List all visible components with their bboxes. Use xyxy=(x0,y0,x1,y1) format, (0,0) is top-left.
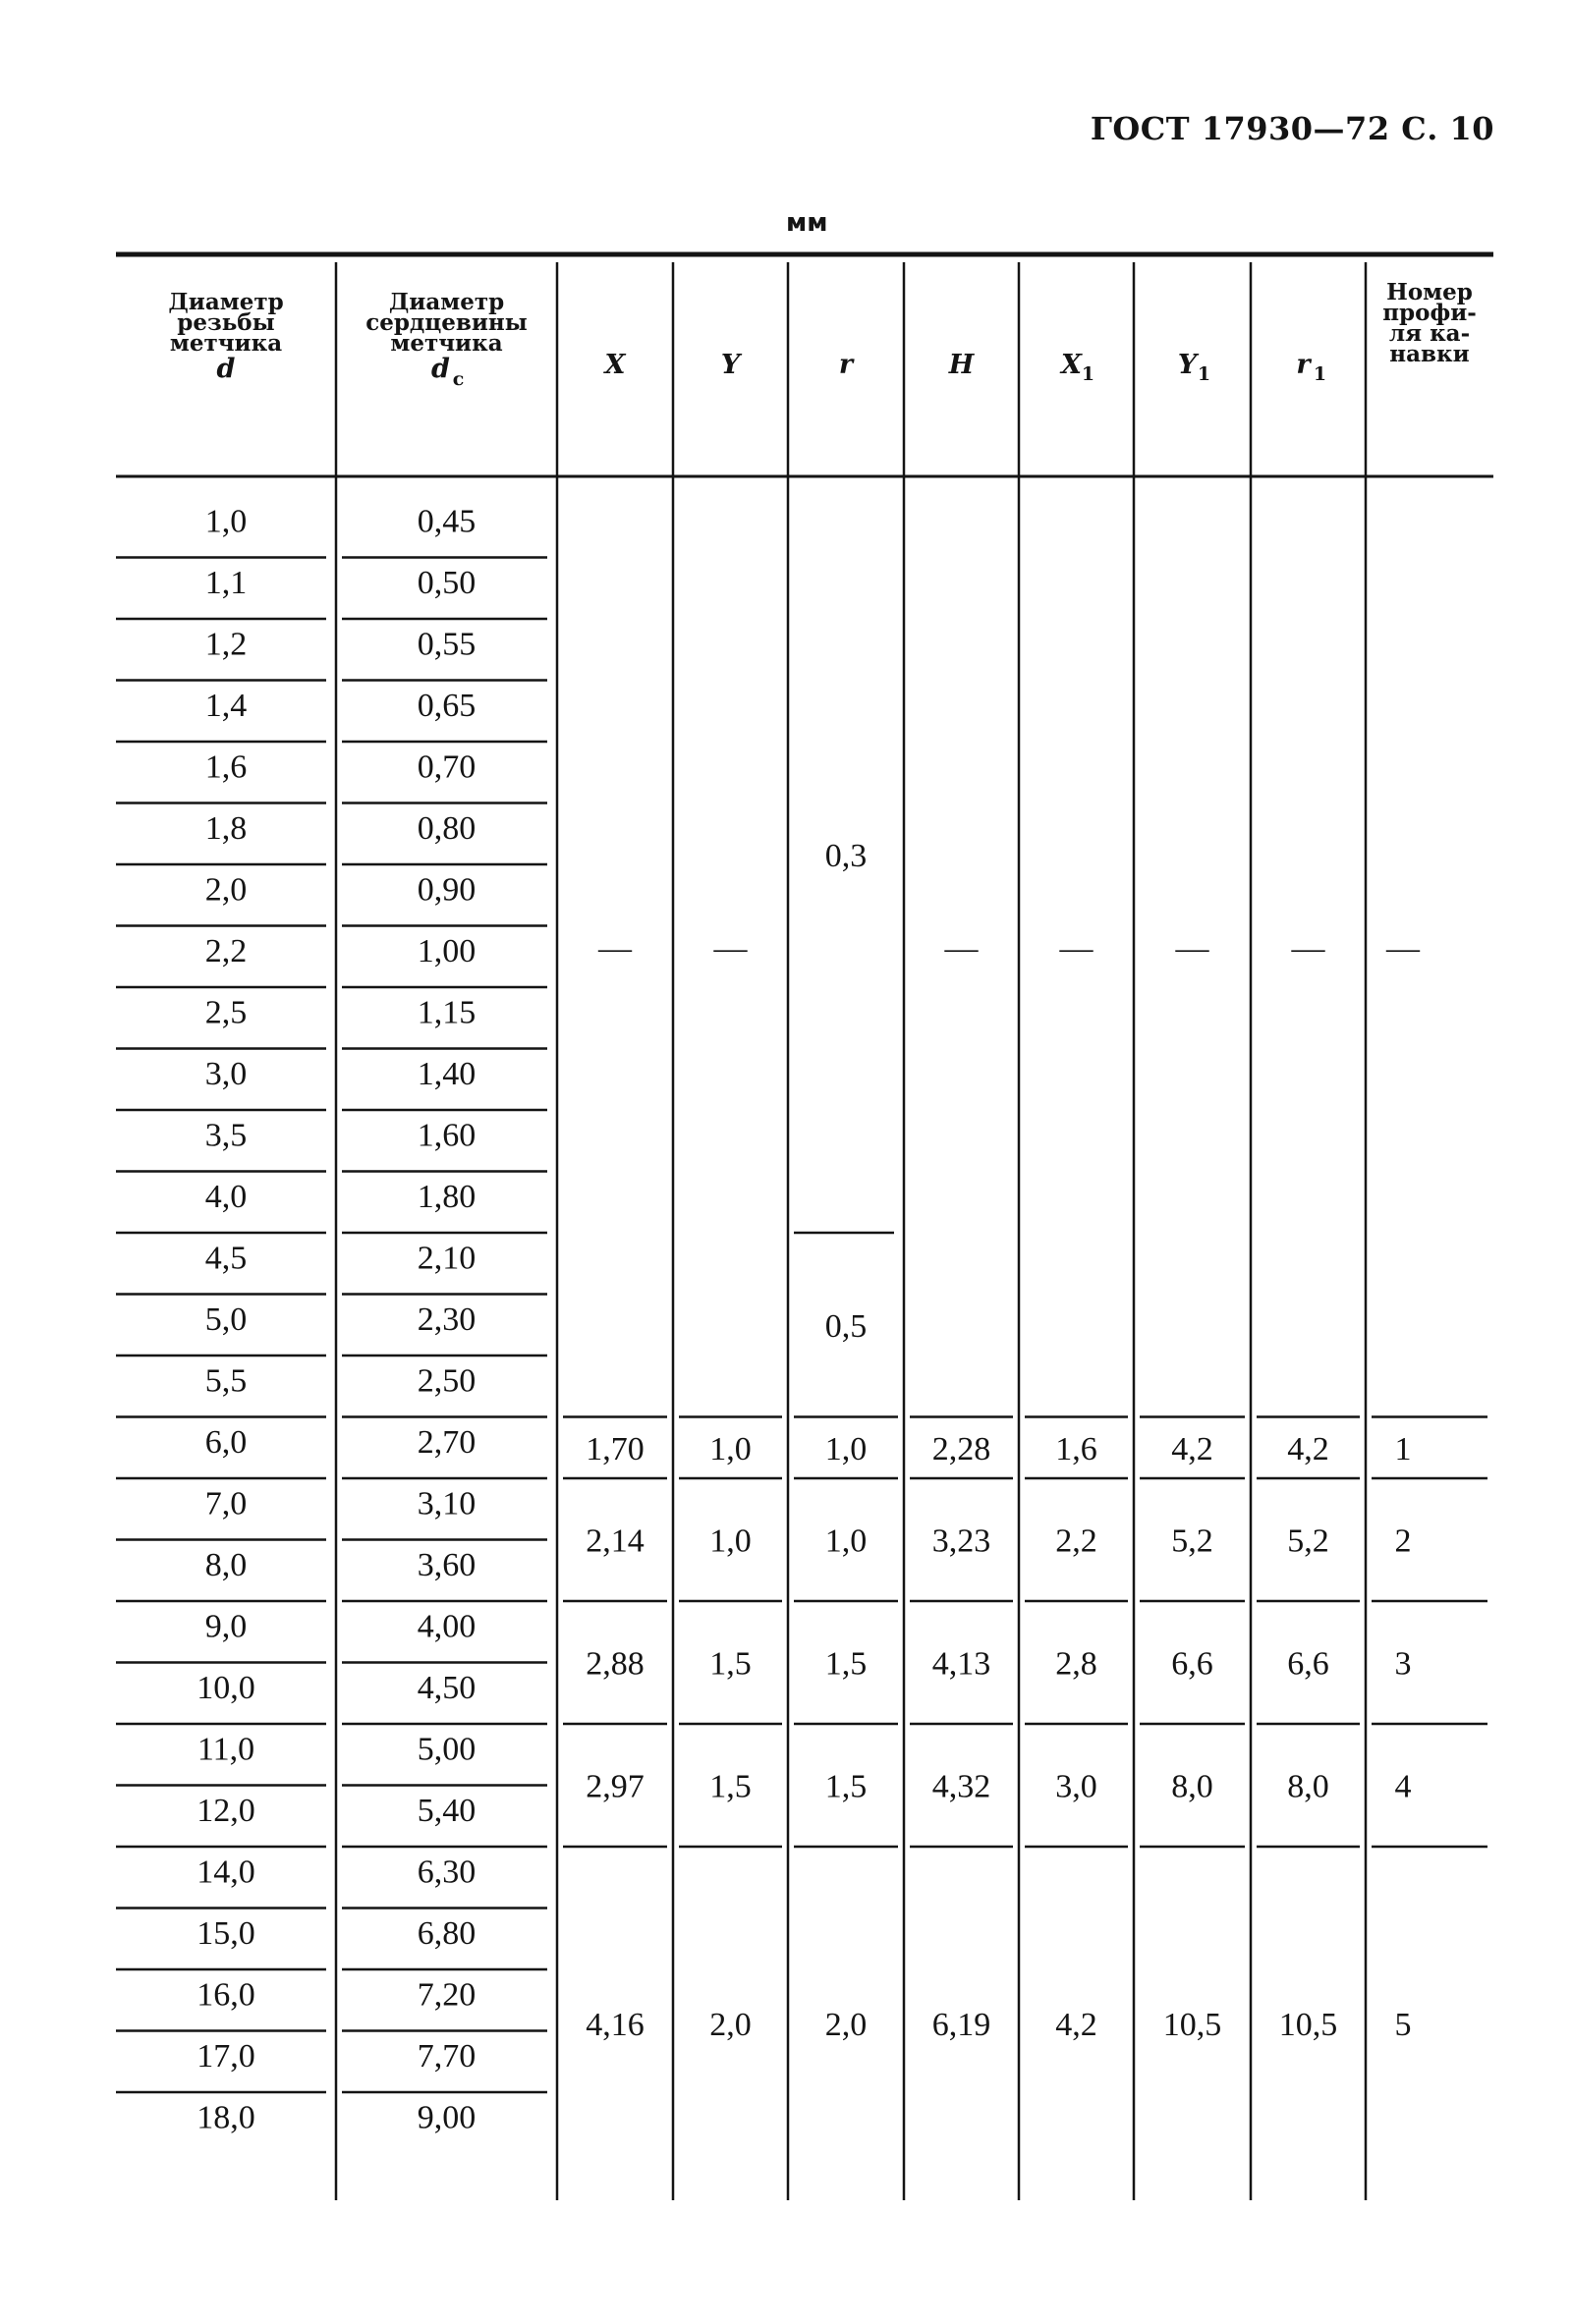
header-label-num: навки xyxy=(1389,341,1470,367)
header-label-d: Диаметр xyxy=(168,289,284,315)
cell-x: 2,14 xyxy=(586,1522,645,1560)
units-label: мм xyxy=(786,208,828,238)
cell-core-diameter: 0,70 xyxy=(417,748,477,786)
cell-x: — xyxy=(598,929,632,967)
header-subscript-dc: c xyxy=(452,368,465,390)
cell-core-diameter: 0,45 xyxy=(417,503,477,540)
cell-thread-diameter: 4,5 xyxy=(204,1240,248,1277)
cell-r1: 8,0 xyxy=(1287,1768,1329,1805)
cell-core-diameter: 2,70 xyxy=(417,1423,477,1461)
header-label-d: метчика xyxy=(169,330,283,357)
cell-thread-diameter: 2,2 xyxy=(204,932,248,969)
cell-y1: 6,6 xyxy=(1171,1645,1213,1683)
cell-thread-diameter: 16,0 xyxy=(196,1976,255,2014)
cell-x1: 4,2 xyxy=(1055,2007,1097,2043)
cell-thread-diameter: 3,5 xyxy=(204,1117,248,1154)
cell-core-diameter: 0,80 xyxy=(417,809,477,847)
header-symbol-d: d xyxy=(216,354,236,384)
cell-thread-diameter: 1,1 xyxy=(204,564,248,601)
header-label-dc: сердцевины xyxy=(365,309,528,336)
cell-core-diameter: 0,55 xyxy=(417,626,477,663)
cell-r1: 10,5 xyxy=(1278,2007,1338,2043)
cell-core-diameter: 4,50 xyxy=(417,1669,477,1706)
cell-core-diameter: 2,50 xyxy=(417,1362,477,1400)
cell-core-diameter: 1,00 xyxy=(417,932,477,969)
cell-core-diameter: 7,20 xyxy=(417,1976,477,2014)
header-symbol-X: X xyxy=(604,350,626,380)
cell-x1: 2,2 xyxy=(1055,1522,1097,1560)
cell-core-diameter: 5,00 xyxy=(417,1731,477,1768)
header-label-num: профи- xyxy=(1382,300,1477,326)
cell-thread-diameter: 15,0 xyxy=(196,1914,255,1952)
header-label-dc: Диаметр xyxy=(388,289,505,315)
cell-thread-diameter: 8,0 xyxy=(204,1546,248,1583)
cell-core-diameter: 6,80 xyxy=(417,1914,477,1952)
header-symbol-Y1: Y xyxy=(1177,350,1198,380)
cell-r1: 5,2 xyxy=(1287,1522,1329,1560)
cell-y: 1,0 xyxy=(709,1522,752,1560)
cell-num: 3 xyxy=(1394,1645,1412,1683)
cell-x1: 2,8 xyxy=(1055,1645,1097,1683)
cell-core-diameter: 3,60 xyxy=(417,1546,477,1583)
header-label-dc: метчика xyxy=(390,330,503,357)
cell-num: — xyxy=(1386,929,1420,967)
cell-y1: 5,2 xyxy=(1171,1522,1213,1560)
cell-thread-diameter: 2,0 xyxy=(204,871,248,909)
cell-core-diameter: 1,60 xyxy=(417,1117,477,1154)
header-symbol-X1: X xyxy=(1061,350,1082,380)
cell-thread-diameter: 9,0 xyxy=(204,1608,248,1645)
cell-r: 2,0 xyxy=(824,2007,868,2043)
cell-r: 1,5 xyxy=(824,1645,868,1683)
cell-r1: — xyxy=(1291,929,1325,967)
cell-y: 1,5 xyxy=(709,1645,752,1683)
cell-core-diameter: 5,40 xyxy=(417,1792,477,1829)
cell-h: 3,23 xyxy=(931,1522,991,1560)
cell-core-diameter: 0,90 xyxy=(417,871,477,909)
cell-x1: 3,0 xyxy=(1055,1768,1097,1805)
cell-thread-diameter: 5,5 xyxy=(204,1362,248,1400)
cell-thread-diameter: 7,0 xyxy=(204,1485,248,1522)
cell-thread-diameter: 18,0 xyxy=(196,2099,255,2136)
cell-thread-diameter: 14,0 xyxy=(196,1854,255,1891)
cell-core-diameter: 2,30 xyxy=(417,1300,477,1338)
cell-x: 4,16 xyxy=(586,2007,645,2043)
cell-y1: — xyxy=(1175,929,1209,967)
cell-r-range: 0,5 xyxy=(824,1307,868,1345)
cell-y1: 8,0 xyxy=(1171,1768,1213,1805)
cell-thread-diameter: 10,0 xyxy=(196,1669,255,1706)
cell-core-diameter: 9,00 xyxy=(417,2099,477,2136)
cell-y1: 4,2 xyxy=(1171,1430,1213,1467)
cell-core-diameter: 1,15 xyxy=(417,994,477,1031)
cell-h: — xyxy=(944,929,979,967)
cell-core-diameter: 7,70 xyxy=(417,2037,477,2075)
header-subscript-Y1: 1 xyxy=(1197,363,1211,385)
cell-thread-diameter: 6,0 xyxy=(204,1423,248,1461)
cell-h: 2,28 xyxy=(931,1430,991,1467)
cell-core-diameter: 0,50 xyxy=(417,564,477,601)
header-symbol-r1: r xyxy=(1296,350,1311,380)
header-label-num: Номер xyxy=(1386,279,1473,305)
header-subscript-r1: 1 xyxy=(1313,363,1327,385)
cell-x1: — xyxy=(1059,929,1094,967)
cell-core-diameter: 1,40 xyxy=(417,1055,477,1092)
header-label-num: ля ка- xyxy=(1388,320,1471,347)
cell-r1: 6,6 xyxy=(1287,1645,1329,1683)
cell-h: 4,13 xyxy=(931,1645,991,1683)
cell-core-diameter: 1,80 xyxy=(417,1178,477,1215)
cell-y: 1,5 xyxy=(709,1768,752,1805)
cell-y: 1,0 xyxy=(709,1430,752,1467)
cell-thread-diameter: 2,5 xyxy=(204,994,248,1031)
header-symbol-r: r xyxy=(838,350,854,380)
page-header: ГОСТ 17930—72 С. 10 xyxy=(1090,110,1494,147)
cell-x1: 1,6 xyxy=(1055,1430,1097,1467)
cell-x: 2,88 xyxy=(586,1645,645,1683)
cell-r: 1,0 xyxy=(824,1430,868,1467)
header-label-d: резьбы xyxy=(177,309,275,336)
cell-thread-diameter: 1,2 xyxy=(204,626,248,663)
cell-num: 2 xyxy=(1394,1522,1412,1560)
cell-h: 6,19 xyxy=(931,2007,991,2043)
cell-thread-diameter: 1,8 xyxy=(204,809,248,847)
cell-num: 5 xyxy=(1394,2007,1412,2043)
cell-x: 1,70 xyxy=(586,1430,645,1467)
cell-r1: 4,2 xyxy=(1287,1430,1329,1467)
cell-r-range: 0,3 xyxy=(824,838,868,874)
cell-thread-diameter: 1,6 xyxy=(204,748,248,786)
cell-y1: 10,5 xyxy=(1162,2007,1222,2043)
cell-thread-diameter: 12,0 xyxy=(196,1792,255,1829)
cell-r: 1,5 xyxy=(824,1768,868,1805)
cell-r: 1,0 xyxy=(824,1522,868,1560)
cell-num: 1 xyxy=(1394,1430,1412,1467)
cell-thread-diameter: 3,0 xyxy=(204,1055,248,1092)
cell-x: 2,97 xyxy=(586,1768,645,1805)
header-symbol-H: H xyxy=(948,350,975,380)
header-symbol-dc: d xyxy=(431,354,450,384)
cell-thread-diameter: 17,0 xyxy=(196,2037,255,2075)
cell-thread-diameter: 1,4 xyxy=(204,687,248,724)
cell-core-diameter: 2,10 xyxy=(417,1240,477,1277)
cell-core-diameter: 0,65 xyxy=(417,687,477,724)
cell-thread-diameter: 1,0 xyxy=(204,503,248,540)
cell-thread-diameter: 5,0 xyxy=(204,1300,248,1338)
header-subscript-X1: 1 xyxy=(1081,363,1095,385)
cell-num: 4 xyxy=(1394,1768,1412,1805)
cell-y: — xyxy=(713,929,748,967)
cell-core-diameter: 4,00 xyxy=(417,1608,477,1645)
cell-h: 4,32 xyxy=(931,1768,991,1805)
cell-thread-diameter: 4,0 xyxy=(204,1178,248,1215)
cell-core-diameter: 3,10 xyxy=(417,1485,477,1522)
cell-y: 2,0 xyxy=(709,2007,752,2043)
cell-thread-diameter: 11,0 xyxy=(196,1731,255,1768)
header-symbol-Y: Y xyxy=(720,350,741,380)
cell-core-diameter: 6,30 xyxy=(417,1854,477,1891)
